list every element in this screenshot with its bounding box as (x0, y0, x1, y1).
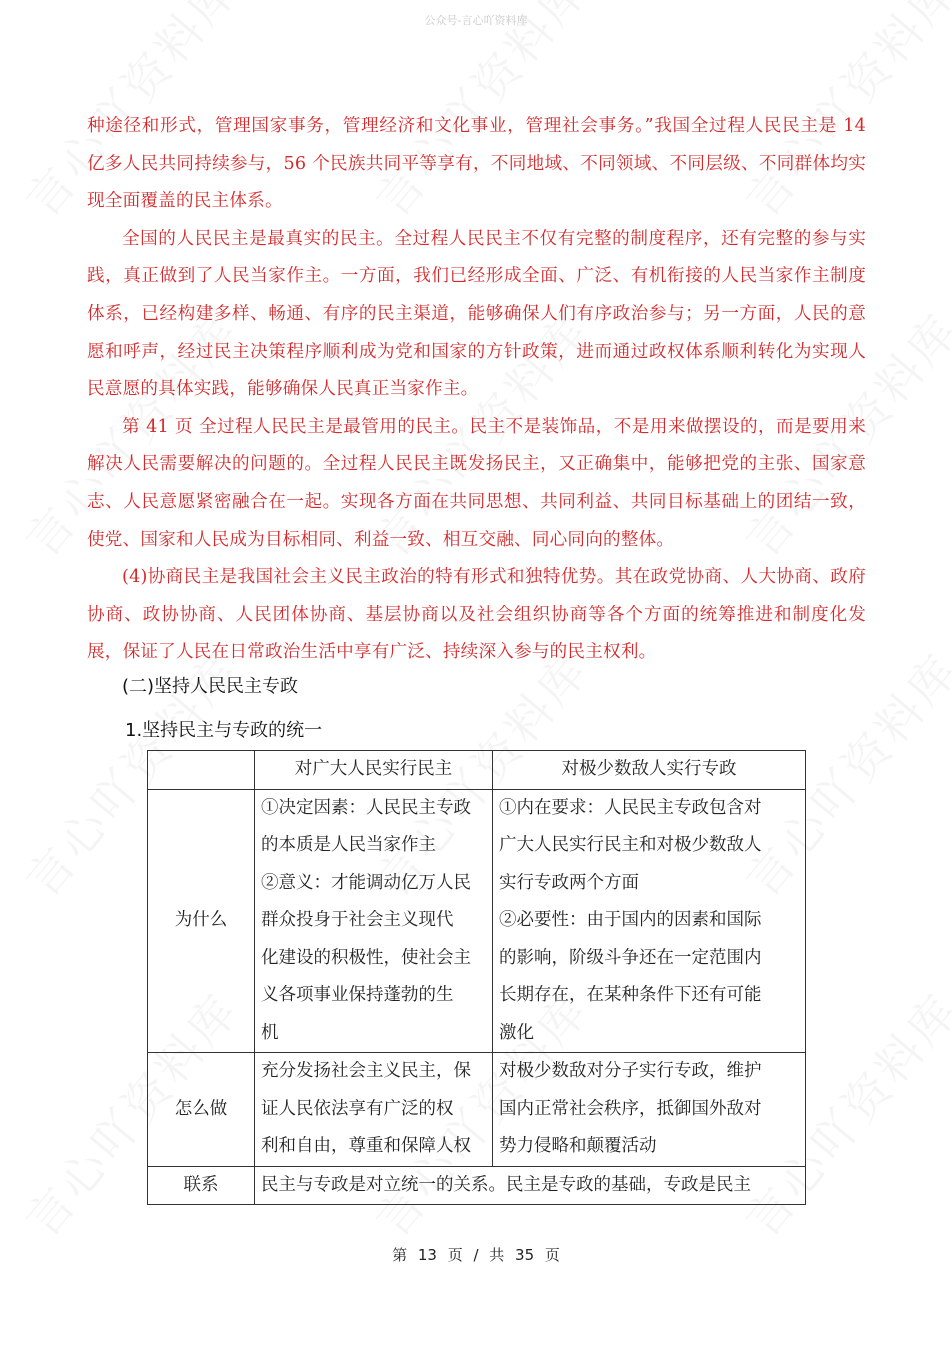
section-heading: (二)坚持人民民主专政 (122, 676, 299, 697)
row-label: 怎么做 (148, 1053, 255, 1167)
table-cell (255, 789, 493, 1053)
cell-line: 证人民依法享有广泛的权 (261, 1098, 454, 1119)
cell-line: 对极少数敌对分子实行专政，维护 (499, 1061, 762, 1081)
paragraph: 种途径和形式，管理国家事务，管理经济和文化事业，管理社会事务。”我国全过程人民民主是 14 亿多人民共同持续参与，56 个民族共同平等享有，不同地域、不同领域、不同层级、不同群体均实现全面覆盖的民主体系。 (87, 116, 866, 212)
row-label: 联系 (148, 1166, 255, 1205)
cell-line: 广大人民实行民主和对极少数敌人 (499, 835, 762, 855)
cell-line: 群众投身于社会主义现代 (261, 910, 454, 930)
table-cell (255, 1053, 493, 1167)
paragraph: (4)协商民主是我国社会主义民主政治的特有形式和独特优势。其在政党协商、人大协商、政府协商、政协协商、人民团体协商、基层协商以及社会组织协商等各个方面的统筹推进和制度化发展，保证了人民在日常政治生活中享有广泛、持续深入参与的民主权利。 (87, 567, 866, 663)
cell-line: 实行专政两个方面 (499, 872, 639, 893)
column-header: 对极少数敌人实行专政 (493, 751, 806, 790)
paragraph: 全国的人民民主是最真实的民主。全过程人民民主不仅有完整的制度程序，还有完整的参与实践，真正做到了人民当家作主。一方面，我们已经形成全面、广泛、有机衔接的人民当家作主制度体系，已经构建多样、畅通、有序的民主渠道，能够确保人们有序政治参与；另一方面，人民的意愿和呼声，经过民主决策程序顺利成为党和国家的方针政策，进而通过政权体系顺利转化为实现人民意愿的具体实践，能够确保人民真正当家作主。 (87, 228, 866, 400)
cell-line: 国内正常社会秩序，抵御国外敌对 (499, 1098, 762, 1119)
table-row (148, 789, 806, 1053)
body-text (87, 108, 866, 672)
paragraph: 第 41 页 全过程人民民主是最管用的民主。民主不是装饰品，不是用来做摆设的，而是要用来解决人民需要解决的问题的。全过程人民民主既发扬民主，又正确集中，能够把党的主张、国家意志、人民意愿紧密融合在一起。实现各方面在共同思想、共同利益、共同目标基础上的团结一致，使党、国家和人民成为目标相同、利益一致、相互交融、同心同向的整体。 (87, 416, 866, 550)
table-cell (255, 1166, 806, 1205)
table-cell (493, 789, 806, 1053)
cell-line: ①内在要求：人民民主专政包含对 (499, 797, 762, 818)
row-label: 为什么 (148, 789, 255, 1053)
cell-line: 激化 (499, 1022, 534, 1043)
table-cell (493, 1053, 806, 1167)
cell-line: ②意义：才能调动亿万人民 (261, 872, 471, 893)
cell-line: ①决定因素：人民民主专政 (261, 797, 471, 818)
cell-line: 机 (261, 1022, 279, 1043)
cell-line: 的本质是人民当家作主 (261, 835, 436, 855)
comparison-table (147, 750, 806, 1205)
cell-line: 民主与专政是对立统一的关系。民主是专政的基础，专政是民主 (261, 1174, 751, 1195)
page-indicator: 第 13 页 / 共 35 页 (392, 1246, 560, 1264)
table-row (148, 1053, 806, 1167)
cell-line: 利和自由，尊重和保障人权 (261, 1136, 471, 1156)
cell-line: 充分发扬社会主义民主，保 (261, 1061, 471, 1081)
column-header: 对广大人民实行民主 (255, 751, 493, 790)
cell-line: 的影响，阶级斗争还在一定范围内 (499, 947, 762, 968)
cell-line: 化建设的积极性，使社会主 (261, 947, 471, 968)
cell-line: 势力侵略和颠覆活动 (499, 1136, 657, 1156)
table-row (148, 1166, 806, 1205)
cell-line: 长期存在，在某种条件下还有可能 (499, 985, 762, 1005)
column-header (148, 751, 255, 790)
cell-line: ②必要性：由于国内的因素和国际 (499, 910, 762, 930)
header-source-mark: 公众号-言心吖资料库 (424, 14, 528, 27)
subsection-heading: 1.坚持民主与专政的统一 (125, 720, 323, 741)
table-header-row (148, 751, 806, 790)
cell-line: 义各项事业保持蓬勃的生 (261, 985, 454, 1005)
